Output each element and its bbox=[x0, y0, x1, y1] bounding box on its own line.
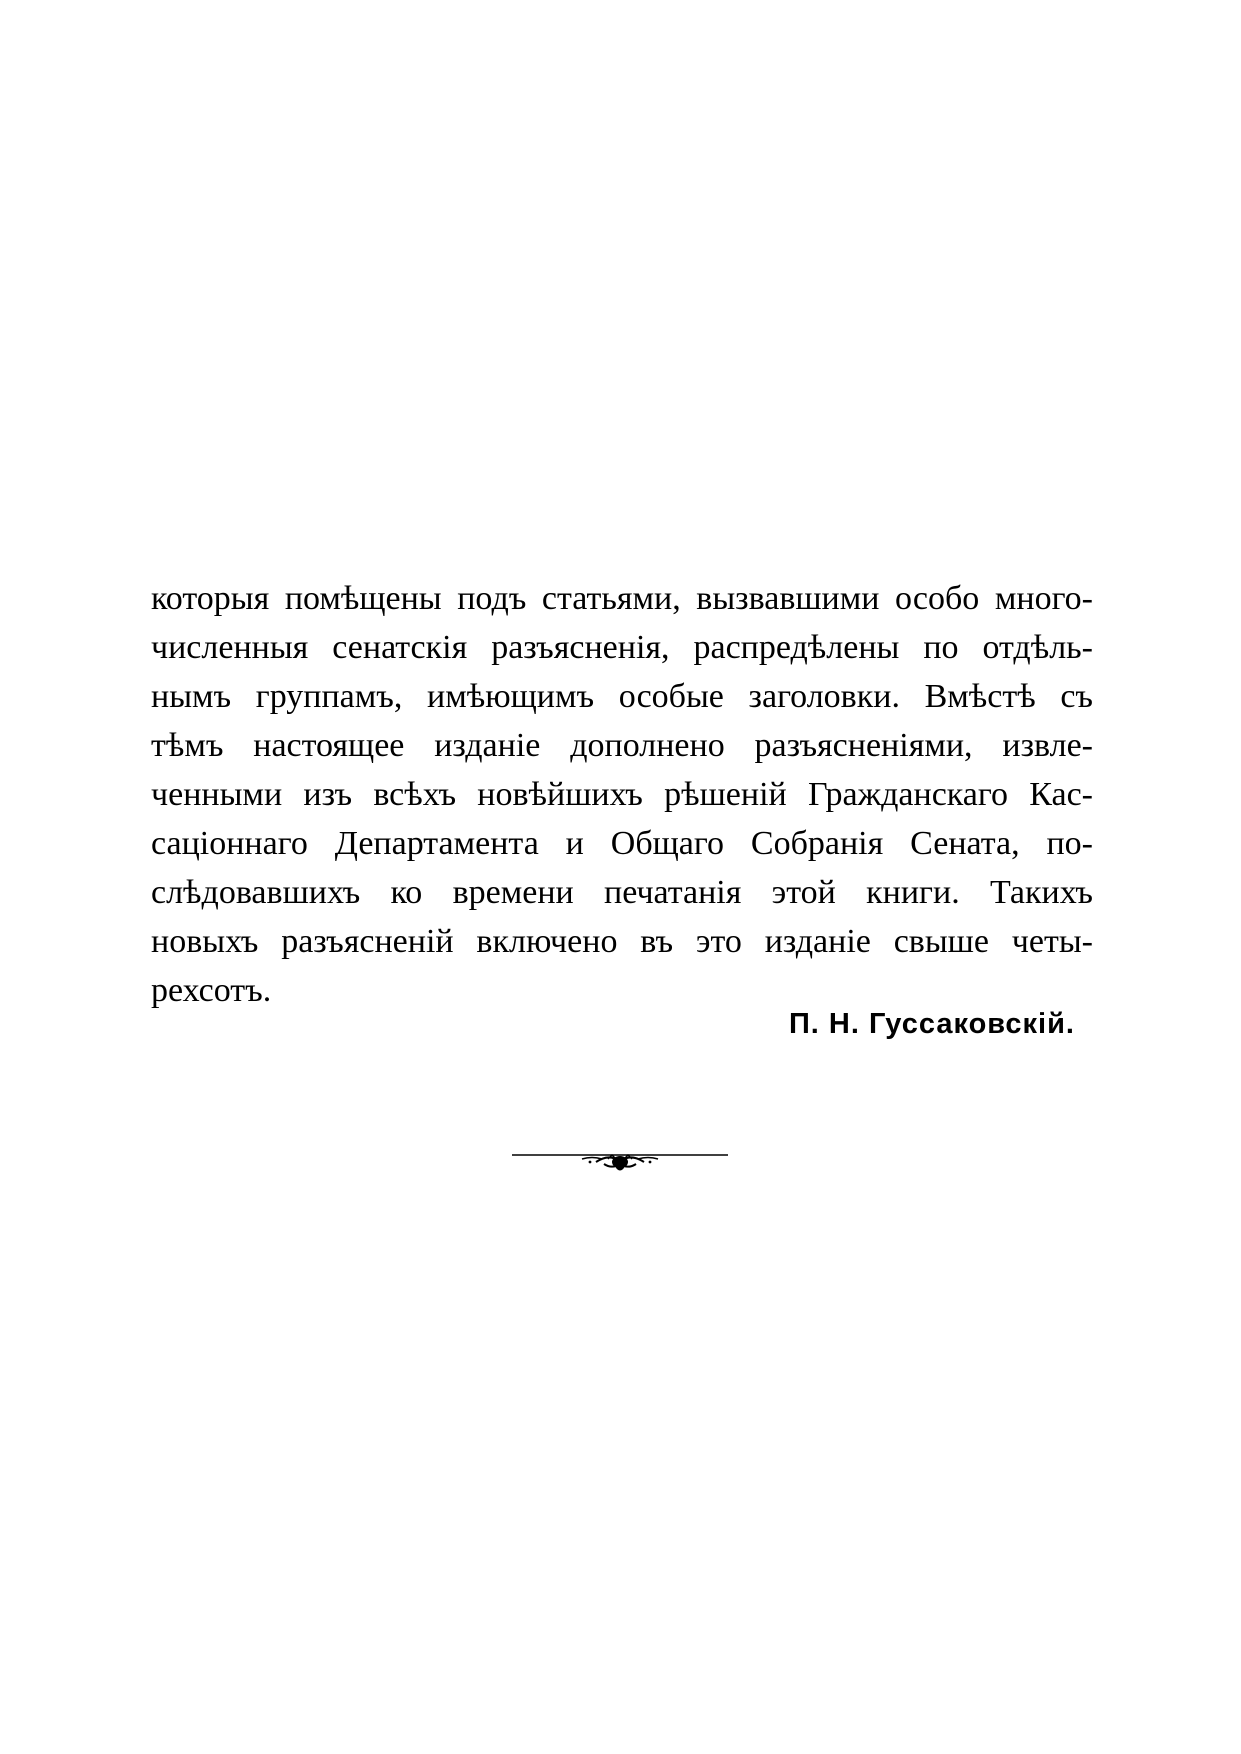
paragraph-line: ченными изъ всѣхъ новѣйшихъ рѣшеній Гражданскаго Кас- bbox=[151, 776, 1093, 813]
author-signature: П. Н. Гуссаковскій. bbox=[788, 1008, 1075, 1040]
paragraph-line: рехсотъ. bbox=[151, 972, 272, 1009]
paragraph-line: тѣмъ настоящее изданіе дополнено разъясненіями, извле- bbox=[151, 727, 1093, 764]
paragraph-line: новыхъ разъясненій включено въ это изданіе свыше четы- bbox=[151, 923, 1093, 960]
paragraph-line: слѣдовавшихъ ко времени печатанія этой книги. Такихъ bbox=[151, 874, 1093, 911]
body-paragraph bbox=[151, 574, 1093, 1015]
typographic-ornament-icon bbox=[512, 1150, 728, 1174]
paragraph-line: саціоннаго Департамента и Общаго Собранія Сената, по- bbox=[151, 825, 1093, 862]
paragraph-line: численныя сенатскія разъясненія, распредѣлены по отдѣль- bbox=[151, 629, 1093, 666]
paragraph-line: нымъ группамъ, имѣющимъ особые заголовки. Вмѣстѣ съ bbox=[151, 678, 1093, 715]
paragraph-line: которыя помѣщены подъ статьями, вызвавшими особо много- bbox=[151, 580, 1093, 617]
